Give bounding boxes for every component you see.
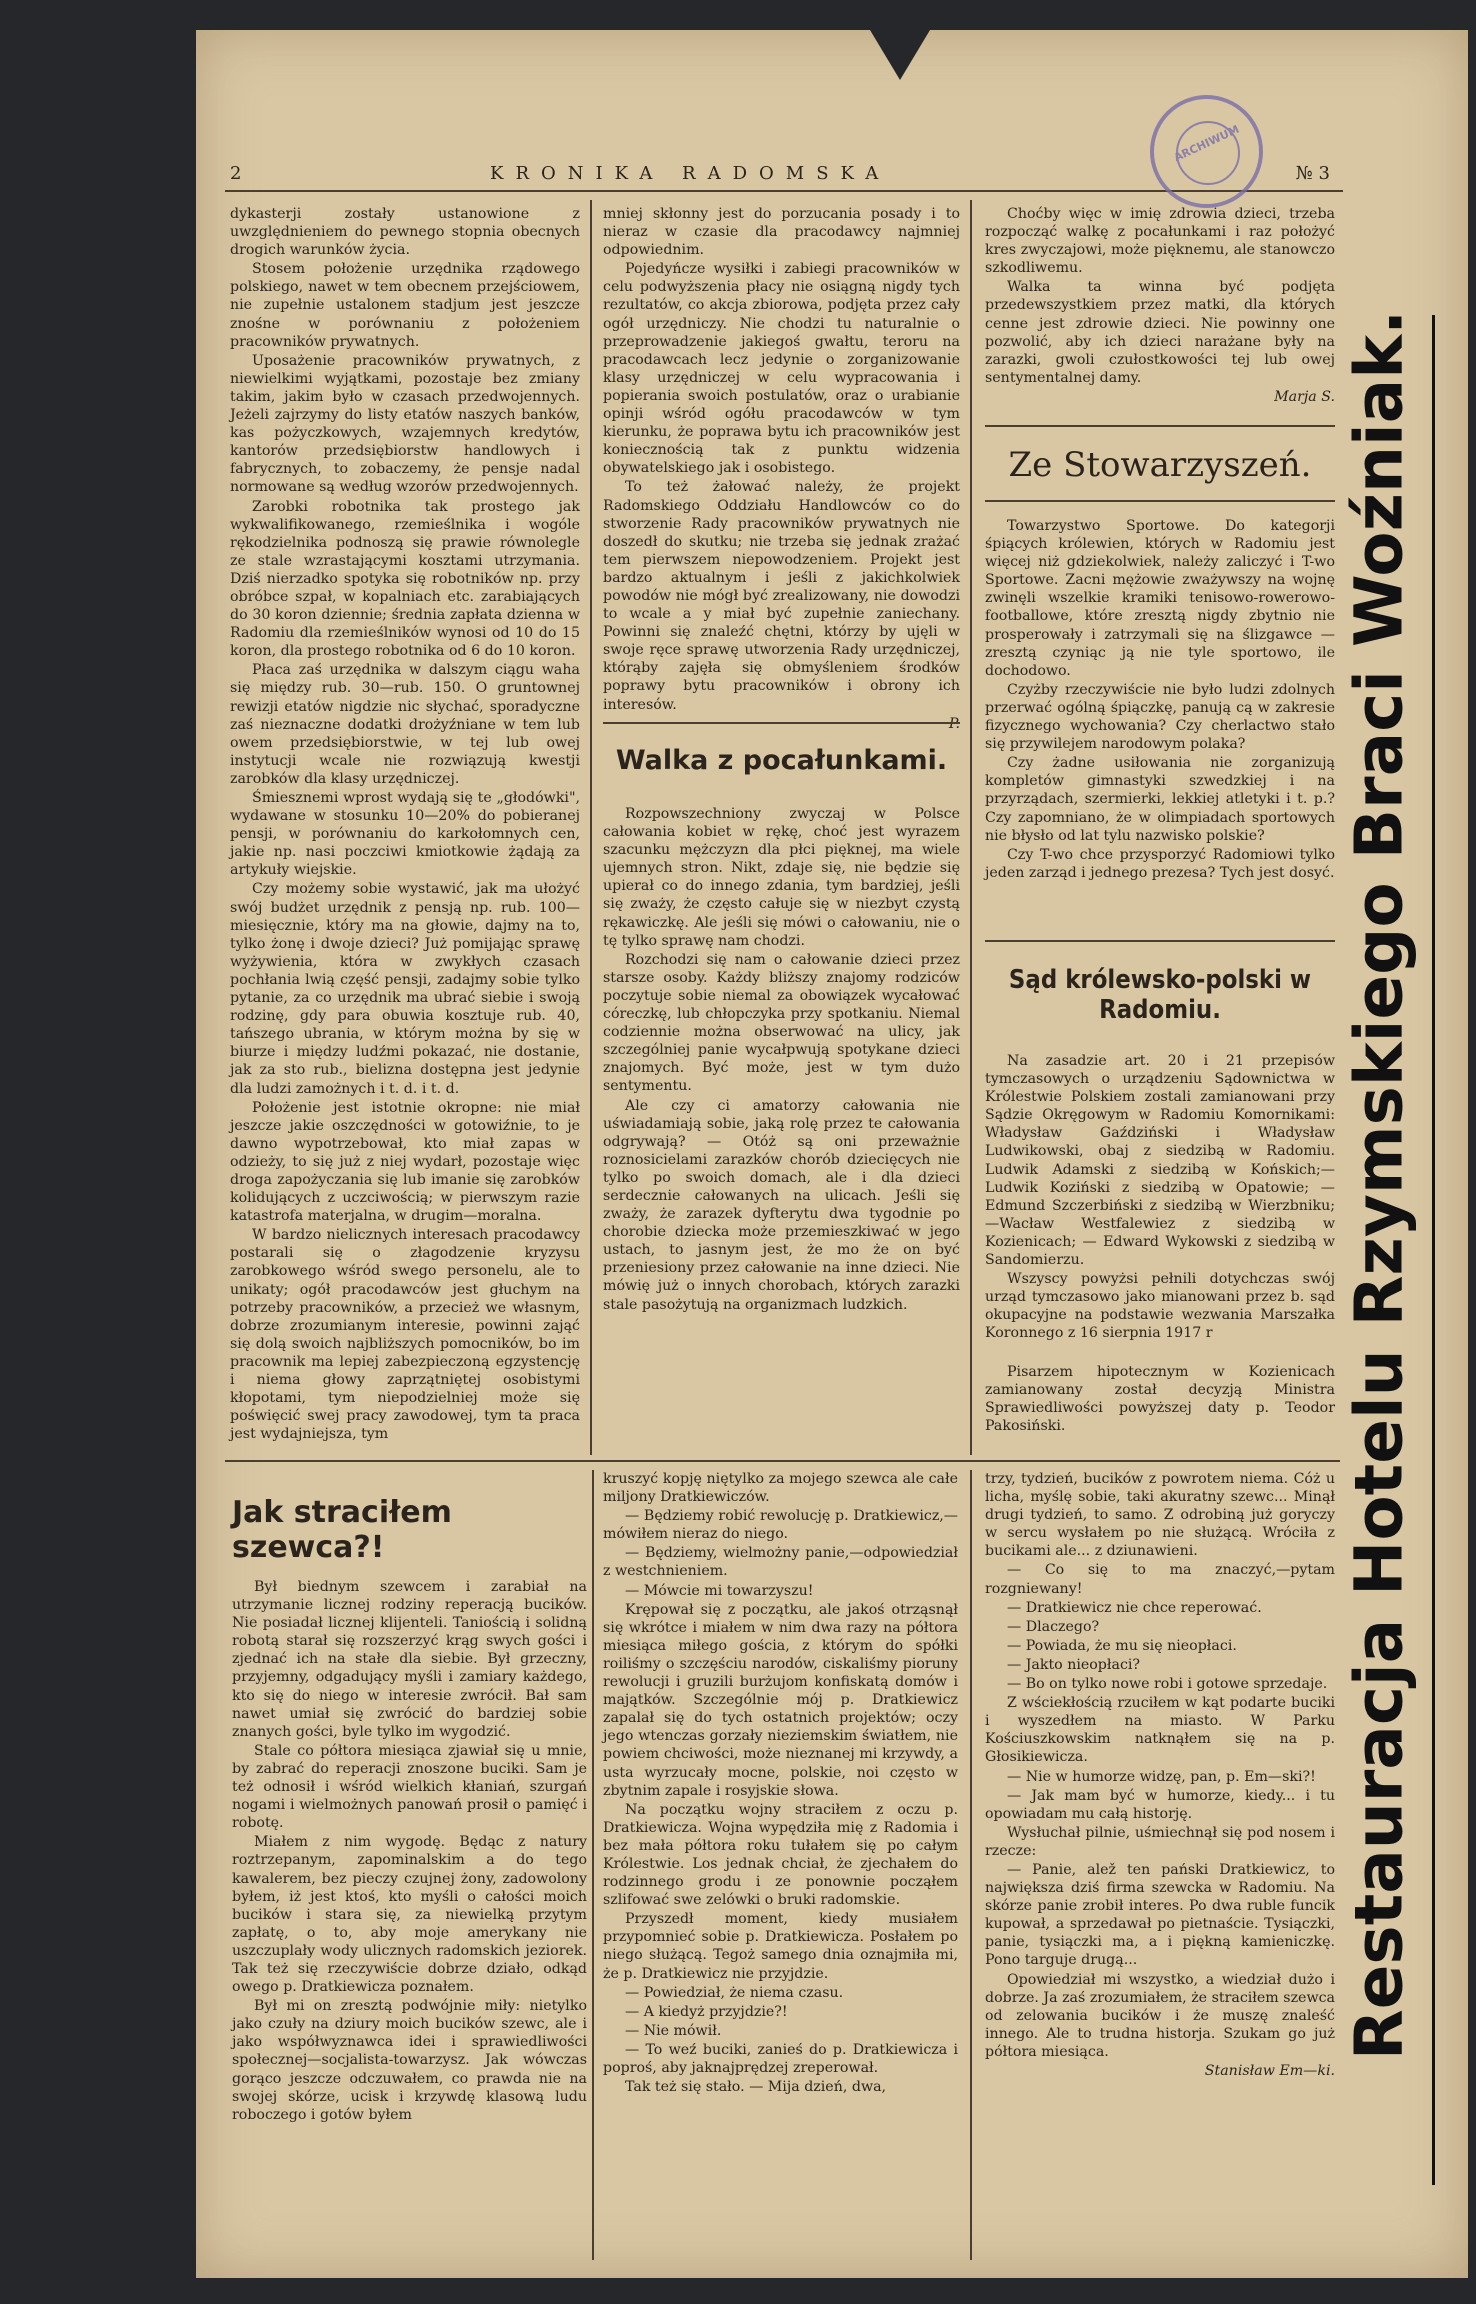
paragraph: Towarzystwo Sportowe. Do kategorji śpiących królewien, których w Radomiu jest więcej niż gdziekolwiek, należy zaliczyć i T-wo Sportowe. Zacni mężowie zważywszy na wojnę zwinęli wszelkie kramiki tenisowo-rowerowo-footballowe, które zresztą nigdy zbytnio nie prosperowały i zatrzymali się na ślizgawce — zresztą czyniąc ją nie tyle sportowo, ile dochodowo.: [985, 518, 1335, 679]
walka-continuation: [985, 205, 1335, 407]
paragraph: Ale czy ci amatorzy całowania nie uświadamiają sobie, jaką rolę przez te całowania odgrywają? — Otóż są oni przeważnie roznosicielami zarazków chorób dziecięcych nie tylko po swoich domach, ale i dla dzieci serdecznie całowanych na ulicach. Jeśli się zważy, że zarazek dyfterytu dwa tygodnie po chorobie dziecka może przemieszkiwać w jego ustach, to jasnym jest, że mo że on być przeniesiony przez całowanie na inne dzieci. Nie mówię już o innych chorobach, których zarazki stale pasożytują na organizmach ludzkich.: [603, 1097, 960, 1313]
paragraph: To też żałować należy, że projekt Radomskiego Oddziału Handlowców co do stworzenie Rady pracowników prywatnych nie doszedł do skutku; nie trzeba się jednak zrażać tem pierwszem niepowodzeniem. Projekt jest bardzo aktualnym i jeśli z jakichkolwiek powodów nie mógł być zrealizowany, nie dowodzi to wcale a y miał być zupełnie zaniechany. Powinni się znaleźć chętni, którzy by ujęli w swoje ręce sprawę utworzenia Rady urzędniczej, którąby zajęła się obmyśleniem środków poprawy bytu pracowników i obrony ich interesów.: [603, 479, 960, 713]
paragraph: — Powiada, że mu się nieopłaci.: [1007, 1637, 1237, 1654]
paragraph: — Będziemy, wielmożny panie,—odpowiedział z westchnieniem.: [603, 1545, 958, 1580]
paragraph: — A kiedyż przyjdzie?!: [625, 2003, 788, 2020]
paragraph: — Powiedział, że niema czasu.: [625, 1984, 844, 2001]
paragraph: Przyszedł moment, kiedy musiałem przypomnieć sobie p. Dratkiewicza. Posłałem po niego służącą. Tegoż samego dnia oznajmiła mi, że p. Dratkiewicz nie przyjdzie.: [603, 1911, 958, 1982]
paragraph: trzy, tydzień, bucików z powrotem niema. Cóż u licha, myślę sobie, taki akuratny szewc... Minął drugi tydzień, to samo. Z odrobiną już goryczy w sercu wysłałem po nie służącą. Wróciła z bucikami ale... z dziunawieni.: [985, 1471, 1335, 1560]
paragraph: Wysłuchał pilnie, uśmiechnął się pod nosem i rzecze:: [985, 1824, 1335, 1859]
paragraph: — Nie w humorze widzę, pan, p. Em—ski?!: [1007, 1768, 1316, 1785]
paragraph: — Jak mam być w humorze, kiedy... i tu opowiadam mu całą historję.: [985, 1787, 1335, 1822]
paragraph: Walka ta winna być podjęta przedewszystkiem przez matki, dla których cenne jest zdrowie dzieci. Nie powinny one pozwolić, aby ich dzieci narażane były na zarazki, gwoli czułostkowości tej lub owej sentymentalnej damy.: [985, 279, 1335, 386]
advertisement-text: Restauracja Hotelu Rzymskiego Braci Woźniak.: [1340, 309, 1418, 2061]
paragraph: — Jakto nieopłaci?: [1007, 1656, 1141, 1673]
paragraph: Położenie jest istotnie okropne: nie miał jeszcze jakie oszczędności w gotowiźnie, to je dawno wypotrzebował, kto miał zapas w odzieży, to się już z niej wydarł, pozostaje więc droga zapożyczania się lub imanie się zarobków kolidujących z uczciwością; w pierwszym razie katastrofa materjalna, w drugim—moralna.: [230, 1099, 580, 1225]
paragraph: Tak też się stało. — Mija dzień, dwa,: [625, 2079, 887, 2096]
paragraph: Śmiesznemi wprost wydają się te „głodówki", wydawane w stosunku 10—20% do pobieranej pensji, w porównaniu do karkołomnych cen, jakie np. nasi poczciwi kmiotkowie żądają za artykuły wiejskie.: [230, 790, 580, 879]
library-stamp: [1150, 95, 1263, 208]
szewc-column-1: [232, 1578, 587, 2125]
paragraph: Był biednym szewcem i zarabiał na utrzymanie licznej rodziny reperacją bucików. Nie posiadał licznej klijenteli. Taniością i solidną robotą starał się rozszerzyć krąg swych gości i zjednać ich na stałe dla siebie. Był grzeczny, przyjemny, odgadujący myśli i zamiary każdego, kto się do niego w interesie zwrócił. Bał sam nawet umiał się zwrócić do bardziej sobie znanych gości, byle tylko im wygodzić.: [232, 1579, 587, 1740]
paragraph: Na zasadzie art. 20 i 21 przepisów tymczasowych o urządzeniu Sądownictwa w Królestwie Polskiem zostali zamianowani przy Sądzie Okręgowym w Radomiu Komornikami: Władysław Gaździński i Władysław Ludwikowski, obaj z siedzibą w Radomiu. Ludwik Adamski z siedzibą w Końskich;—Ludwik Koziński z siedzibą w Opatowie; — Edmund Szczerbiński z siedzibą w Wierzbniku;—Wacław Westfalewiez z siedzibą w Kozienicach; — Edward Wykowski z siedzibą w Sandomierzu.: [985, 1053, 1335, 1269]
paragraph: Uposażenie pracowników prywatnych, z niewielkimi wyjątkami, pozostaje bez zmiany takim, jakim było w czasach przedwojennych. Jeżeli zajrzymy do listy etatów naszych banków, kas pożyczkowych, wzajemnych kredytów, kantorów przedsiębiorstw handlowych i fabrycznych, to zobaczemy, że pensje nadal normowane są według wzorów przedwojennych.: [230, 352, 580, 496]
paragraph: — Nie mówił.: [625, 2022, 722, 2039]
paragraph: Czyżby rzeczywiście nie było ludzi zdolnych przerwać ogólną śpiączkę, panują cą w zakresie fizycznego wychowania? Czy cherlactwo stało się przywilejem narodowym polaka?: [985, 681, 1335, 753]
paragraph: Pisarzem hipotecznym w Kozienicach zamianowany został decyzją Ministra Sprawiedliwości powyższej daty p. Teodor Pakosiński.: [985, 1363, 1335, 1434]
column-divider: [970, 200, 972, 1455]
walka-article: [603, 805, 960, 1315]
page-number: 2: [230, 163, 242, 184]
article-column-1: [230, 205, 580, 1444]
paragraph: — To weź buciki, zanieś do p. Dratkiewicza i poproś, aby jaknajprędzej zreperował.: [603, 2041, 958, 2076]
stowarzyszenia-article: [985, 517, 1335, 883]
torn-notch: [870, 30, 930, 80]
issue-number: № 3: [1295, 163, 1330, 184]
paragraph: kruszyć kopję niętylko za mojego szewca ale całe miljony Dratkiewiczów.: [603, 1471, 958, 1506]
paragraph: — Dratkiewicz nie chce reperować.: [1007, 1599, 1262, 1616]
column-divider: [590, 200, 592, 1455]
author-signature: Stanisław Em—ki.: [1204, 2063, 1335, 2079]
paragraph: Rozchodzi się nam o całowanie dzieci przez starsze osoby. Każdy bliższy znajomy rodziców poczytuje sobie niemal za obowiązek wycałować córeczkę, lub chłopczyka przy spotkaniu. Niemal codziennie można obserwować na ulicy, jak szczególniej panie wycałpwują spotykane dzieci znajomych. Być może, jest w tym dużo sentymentu.: [603, 951, 960, 1095]
paragraph: Opowiedział mi wszystko, a wiedział dużo i dobrze. Ja zaś zrozumiałem, że straciłem szewca od zelowania bucików i że muszę znaleść innego. Ale to trudna historja. Szukam go już półtora miesiąca.: [985, 1971, 1335, 2060]
paragraph: Krępował się z początku, ale jakoś otrząsnął się wkrótce i miałem w nim dwa razy na półtora miesiąca miłego gościa, z którym do spółki roiliśmy o szczęściu narodów, ciskaliśmy pioruny rewolucji i gruzili burżujom konfiskatą domów i majątków. Szczególnie mój p. Dratkiewicz zapalał się do tych ostatnich projektów; oczy jego wtenczas gorzały nieziemskim światłem, nie powiem chciwości, może nieznanej mi krzywdy, a usta wyrzucały mocne, polskie, noi często w zbytnim zapale i rosyjskie słowa.: [603, 1601, 958, 1799]
paragraph: Stale co półtora miesiąca zjawiał się u mnie, by zabrać do reperacji znoszone buciki. Sam je też odnosił i wśród wielkich kłaniań, szurgań nogami i wielmożnych panowań prosił o pamięć i robotę.: [232, 1742, 587, 1832]
advertisement-rule: [1432, 315, 1435, 2185]
column-divider: [970, 1470, 972, 2260]
article-column-2: [603, 205, 960, 734]
szewc-heading: Jak straciłem szewca?!: [232, 1495, 452, 1565]
paragraph: Czy możemy sobie wystawić, jak ma ułożyć swój budżet urzędnik z pensją np. rub. 100—miesięcznie, który ma na głowie, dajmy na to, tylko żonę i dwoje dzieci? Już pomijając sprawę wyżywienia, która w zwykłych czasach pochłania lwią część pensji, zadajmy sobie tylko pytanie, za co urzędnik ma ubrać siebie i swoją rodzinę, gdy para obuwia kosztuje rub. 40, tańszego ubrania, w którym można by się w biurze i między ludźmi pokazać, nie dostanie, jak za sto rub., bielizna dostępna jest jedynie dla ludzi zamożnych i t. d. i t. d.: [230, 881, 580, 1097]
paragraph: Czy żadne usiłowania nie zorganizują kompletów gimnastyki szwedzkiej i na przyrządach, szermierki, lekkiej atletyki i t. p.? Czy zapomniano, że w olimpiadach sportowych nie błysło od lat tylu nazwisko polskie?: [985, 755, 1335, 844]
paragraph: — Będziemy robić rewolucję p. Dratkiewicz,—mówiłem nieraz do niego.: [603, 1508, 958, 1543]
paragraph: dykasterji zostały ustanowione z uwzględnieniem do pewnego stopnia obecnych drogich warunków życia.: [230, 206, 580, 259]
paragraph: — Panie, alež ten pański Dratkiewicz, to największa dziś firma szewcka w Radomiu. Na skórze panie zrobił interes. Po dwa ruble funcik kupował, a sprzedawał po pietnaście. Tysiączki, panie, tysiączki ma, a i piękną kamieniczkę. Pono targuje drugą...: [985, 1861, 1335, 1969]
column-divider: [592, 1470, 594, 2260]
page-divider: [225, 1460, 1340, 1462]
section-rule: [985, 500, 1335, 502]
walka-heading: Walka z pocałunkami.: [615, 745, 948, 776]
paragraph: Płaca zaś urzędnika w dalszym ciągu waha się między rub. 30—rub. 150. O gruntownej rewizji etatów nigdzie nic słychać, sporadyczne zaś nieznaczne dodatki drożyźniane w tem lub owem przedsiębiorstwie, w tej lub owej instytucji wcale nie rozwiązują kwestji zarobków dla klasy urzędniczej.: [230, 662, 580, 787]
author-signature: Marja S.: [1274, 388, 1335, 405]
paragraph: mniej skłonny jest do porzucania posady i to nieraz w czasie dla pracodawcy najmniej odpowiednim.: [603, 206, 960, 259]
section-rule: [603, 722, 960, 724]
section-rule: [985, 425, 1335, 427]
paragraph: Rozpowszechniony zwyczaj w Polsce całowania kobiet w rękę, choć jest wyrazem szacunku mężczyzn dla płci pięknej, ma wiele ujemnych stron. Nikt, zdaje się, nie będzie się upierał co do innego zdania, tym bardziej, jeśli się zważy, że często całuje się w niezbyt czystą rękawiczkę. Ale jeśli się mówi o całowaniu, nie o tę tylko sprawę nam chodzi.: [603, 806, 960, 949]
paragraph: Na początku wojny straciłem z oczu p. Dratkiewicza. Wojna wypędziła mię z Radomia i bez mała półtora roku tułałem się po całym Królestwie. Los jednak chciał, że zjechałem do rodzinnego grodu i ze ponownie począłem szlifować swe zelówki o bruki radomskie.: [603, 1801, 958, 1909]
sad-heading: Sąd królewsko-polski w Radomiu.: [1008, 965, 1312, 1025]
paragraph: Miałem z nim wygodę. Będąc z natury roztrzepanym, zapominalskim a do tego kawalerem, bez pieczy czujnej żony, zadowolony byłem, iż jest ktoś, kto myśli o całości moich bucików i stara się, za niewielką przytym zapłatę, o to, aby moje amerykany nie uszczuplały wody ulicznych radomskich jeziorek. Tak też się rzeczywiście dobrze działo, odkąd owego p. Dratkiewicza poznałem.: [232, 1834, 587, 1996]
paragraph: — Dlaczego?: [1007, 1618, 1100, 1635]
paragraph: Był mi on zresztą podwójnie miły: nietylko jako czuły na dziury moich bucików szewc, ale i jako współwyznawca idei i sprawiedliwości społecznej—socjalista-towarzysz. Jak wówczas gorąco jeszcze odczuwałem, co prawda nie na swojej skórze, ucisk i krzywdę klasową ludu roboczego i gotów byłem: [232, 1998, 587, 2123]
paragraph: Stosem położenie urzędnika rządowego polskiego, nawet w tem obecnem przejściowem, nie zupełnie ustalonem stadjum jest jeszcze znośne w porównaniu z położeniem pracowników prywatnych.: [230, 261, 580, 350]
szewc-column-3: [985, 1470, 1335, 2081]
paragraph: — Co się to ma znaczyć,—pytam rozgniewany!: [985, 1562, 1335, 1597]
stowarzyszenia-heading: Ze Stowarzyszeń.: [1008, 445, 1312, 485]
section-rule: [985, 940, 1335, 942]
szewc-column-2: [603, 1470, 958, 2097]
paragraph: Z wściekłością rzuciłem w kąt podarte buciki i wyszedłem na miasto. W Parku Kościuszkowskim natknąłem się na p. Głosikiewicza.: [985, 1695, 1335, 1766]
paragraph: — Bo on tylko nowe robi i gotowe sprzedaje.: [1007, 1676, 1328, 1693]
paragraph: Wszyscy powyżsi pełnili dotychczas swój urząd tymczasowo jako mianowani przez b. sąd okupacyjne na podstawie wezwania Marszałka Koronnego z 16 sierpnia 1917 r: [985, 1271, 1335, 1342]
newspaper-title: KRONIKA RADOMSKA: [490, 163, 891, 184]
paragraph: Choćby więc w imię zdrowia dzieci, trzeba rozpocząć walkę z pocałunkami i raz położyć kres zwyczajowi, może pięknemu, ale stanowczo szkodliwemu.: [985, 206, 1335, 277]
paragraph: W bardzo nielicznych interesach pracodawcy postarali się o złagodzenie kryzysu zarobkowego wśród swego personelu, ale to unikaty; ogół pracodawców jest głuchym na potrzeby pracowników, a przecież we własnym, dobrze zrozumianym interesie, powinni zająć się dolą swoich najbliższych pomocników, bo im pracownik ma lepiej zabezpieczoną egzystencję i niema głowy zaprzątniętej osobistymi kłopotami, tym niepodzielniej może się poświęcić swej pracy zawodowej, tym ta praca jest wydajniejsza, tym: [230, 1227, 580, 1443]
paragraph: Pojedyńcze wysiłki i zabiegi pracowników w celu podwyższenia płacy nie osiągną nigdy tych rezultatów, co akcja zbiorowa, podjęta przez cały ogół urzędniczy. Nie chodzi tu naturalnie o przeprowadzenie jakiegoś gwałtu, teroru na pracodawcach lecz jedynie o zorganizowanie klasy urzędniczej w celu wypracowania i popierania swoich postulatów, oraz o urabianie opinji wśród ogółu pracodawców w tym kierunku, że poprawa bytu ich pracowników jest koniecznością tak z punktu widzenia obywatelskiego jak i osobistego.: [603, 261, 960, 477]
paragraph: Zarobki robotnika tak prostego jak wykwalifikowanego, rzemieślnika i wogóle rękodzielnika podnoszą się prawie równolegle ze stale wzrastającymi kosztami utrzymania. Dziś nierzadko spotyka się robotników np. przy obróbce szpał, w kopalniach etc. zarabiających do 30 koron dziennie; średnia zapłata dzienna w Radomiu dla rzemieślników wynosi od 10 do 15 koron, dla prostego robotnika od 6 do 10 koron.: [230, 498, 580, 660]
sad-article: [985, 1052, 1335, 1436]
paragraph: Czy T-wo chce przysporzyć Radomiowi tylko jeden zarząd i jednego prezesa? Tych jest dosyć.: [985, 846, 1335, 881]
paragraph: — Mówcie mi towarzyszu!: [625, 1582, 814, 1599]
stamp-text: ARCHIWUM: [1171, 122, 1242, 165]
